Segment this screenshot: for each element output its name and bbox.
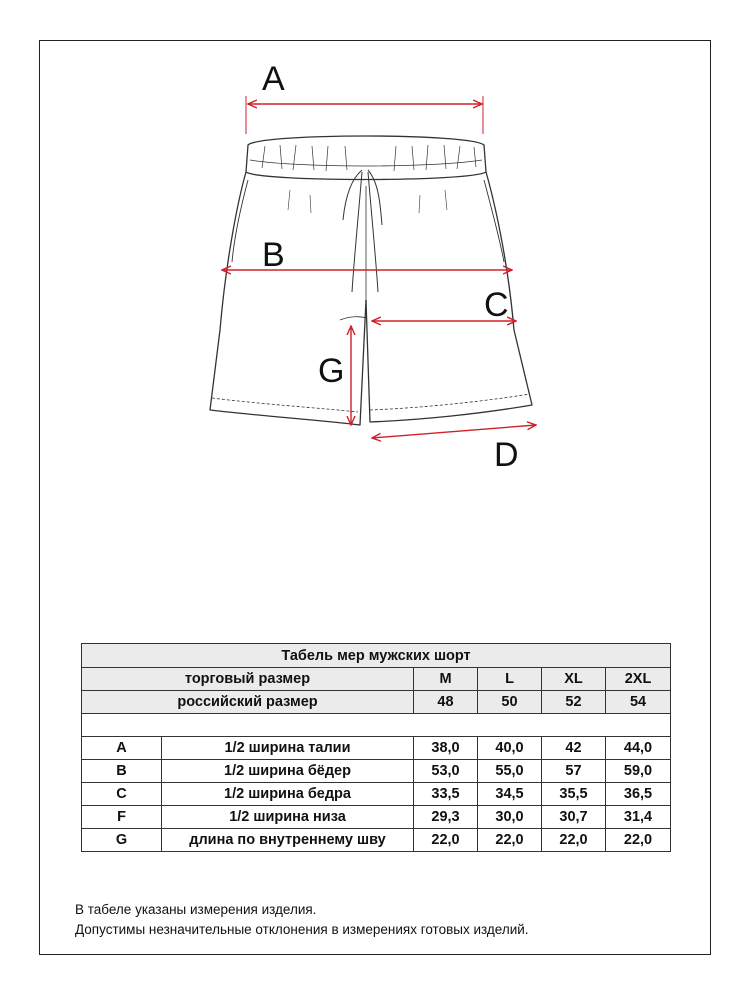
row-value: 55,0 — [478, 760, 542, 783]
table-row — [82, 829, 671, 852]
size-header: 2XL — [606, 668, 671, 691]
row-name: 1/2 ширина низа — [162, 806, 414, 829]
row-value: 31,4 — [606, 806, 671, 829]
waistband — [246, 136, 486, 180]
table-row — [82, 760, 671, 783]
label-a: A — [262, 60, 285, 98]
size-header: M — [414, 668, 478, 691]
right-pocket — [484, 180, 504, 262]
row-value: 57 — [542, 760, 606, 783]
row-value: 40,0 — [478, 737, 542, 760]
shorts-outline — [210, 136, 532, 425]
size-table — [81, 643, 671, 852]
russian-size: 50 — [478, 691, 542, 714]
row-value: 22,0 — [542, 829, 606, 852]
russian-size-label: российский размер — [82, 691, 414, 714]
label-c: C — [484, 286, 509, 324]
row-value: 35,5 — [542, 783, 606, 806]
row-value: 53,0 — [414, 760, 478, 783]
row-value: 29,3 — [414, 806, 478, 829]
row-value: 59,0 — [606, 760, 671, 783]
row-name: 1/2 ширина бедра — [162, 783, 414, 806]
row-code: F — [82, 806, 162, 829]
row-value: 38,0 — [414, 737, 478, 760]
row-value: 30,7 — [542, 806, 606, 829]
row-value: 22,0 — [606, 829, 671, 852]
row-value: 22,0 — [414, 829, 478, 852]
row-value: 33,5 — [414, 783, 478, 806]
row-name: 1/2 ширина бёдер — [162, 760, 414, 783]
row-code: G — [82, 829, 162, 852]
drawstring — [343, 170, 382, 292]
label-b: B — [262, 236, 285, 274]
size-header: XL — [542, 668, 606, 691]
row-value: 36,5 — [606, 783, 671, 806]
note-line: В табеле указаны измерения изделия. — [75, 902, 317, 917]
table-spacer — [82, 714, 671, 737]
table-row — [82, 806, 671, 829]
russian-size: 54 — [606, 691, 671, 714]
table-row — [82, 737, 671, 760]
notes — [75, 900, 529, 940]
row-code: C — [82, 783, 162, 806]
trade-size-label: торговый размер — [82, 668, 414, 691]
note-line: Допустимы незначительные отклонения в измерениях готовых изделий. — [75, 922, 529, 937]
russian-size: 52 — [542, 691, 606, 714]
row-value: 34,5 — [478, 783, 542, 806]
label-g: G — [318, 352, 345, 390]
row-name: 1/2 ширина талии — [162, 737, 414, 760]
row-code: B — [82, 760, 162, 783]
row-code: A — [82, 737, 162, 760]
table-row — [82, 783, 671, 806]
waistband-gathers — [262, 145, 476, 171]
row-value: 30,0 — [478, 806, 542, 829]
row-value: 42 — [542, 737, 606, 760]
table-title: Табель мер мужских шорт — [82, 644, 671, 668]
row-name: длина по внутреннему шву — [162, 829, 414, 852]
row-value: 44,0 — [606, 737, 671, 760]
label-d: D — [494, 436, 519, 474]
size-header: L — [478, 668, 542, 691]
row-value: 22,0 — [478, 829, 542, 852]
russian-size: 48 — [414, 691, 478, 714]
